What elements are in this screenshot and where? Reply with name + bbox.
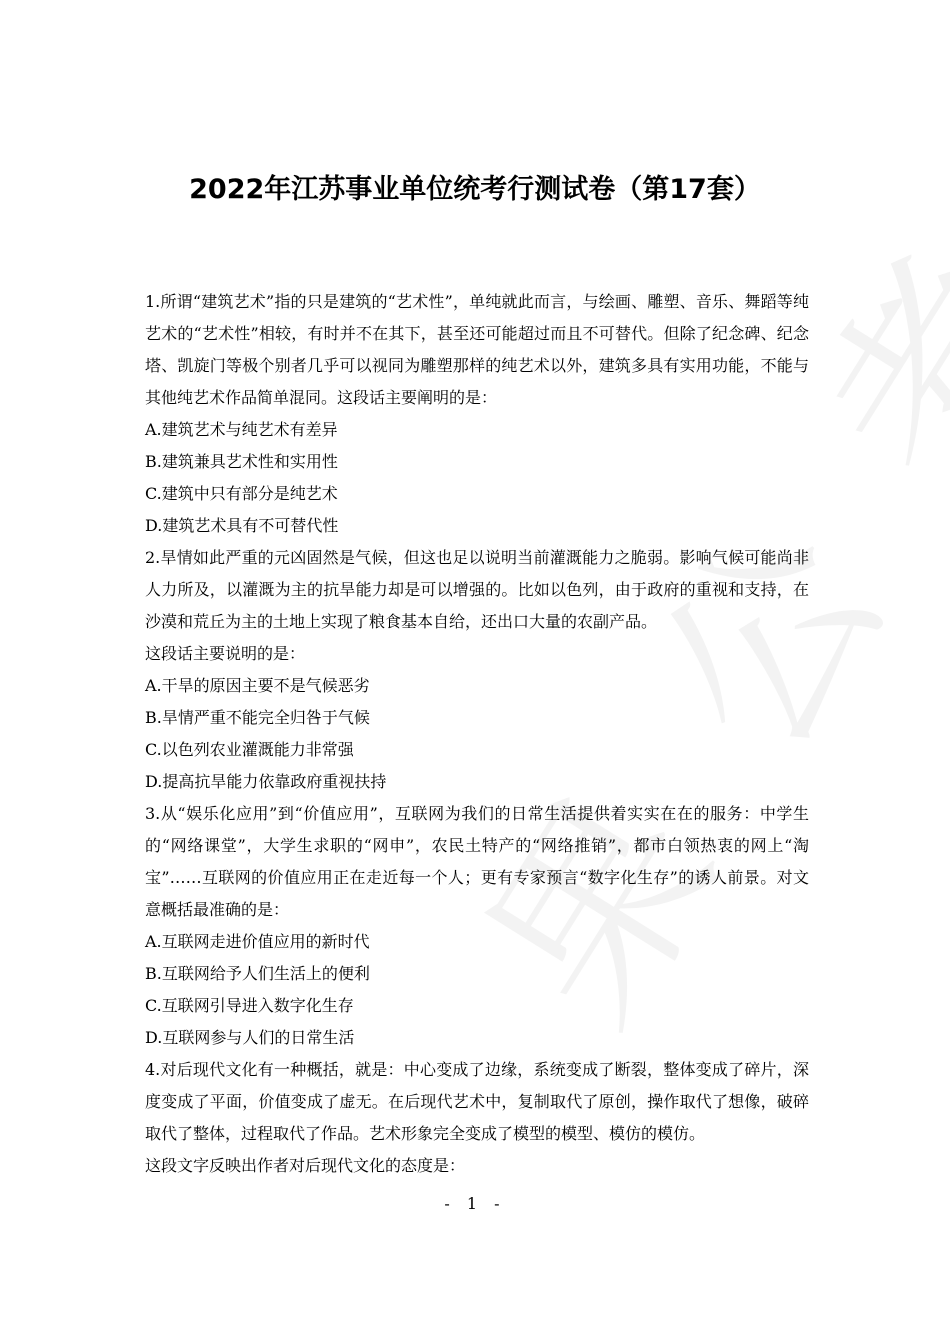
option-c: C.互联网引导进入数字化生存 <box>145 996 354 1015</box>
question-4 <box>145 1054 809 1182</box>
option-b: B.建筑兼具艺术性和实用性 <box>145 452 338 471</box>
question-2 <box>145 542 809 798</box>
option-d: D.建筑艺术具有不可替代性 <box>145 516 339 535</box>
document-body <box>145 286 809 1182</box>
question-stem: 4.对后现代文化有一种概括，就是：中心变成了边缘，系统变成了断裂，整体变成了碎片，深度变成了平面，价值变成了虚无。在后现代艺术中，复制取代了原创，操作取代了想像，破碎取代了整体，过程取代了作品。艺术形象完全变成了模型的模型、模仿的模仿。 <box>145 1060 809 1143</box>
option-c: C.建筑中只有部分是纯艺术 <box>145 484 338 503</box>
option-d: D.互联网参与人们的日常生活 <box>145 1028 355 1047</box>
question-1 <box>145 286 809 542</box>
question-3 <box>145 798 809 1054</box>
question-prompt: 这段文字反映出作者对后现代文化的态度是： <box>145 1156 466 1175</box>
question-stem: 2.旱情如此严重的元凶固然是气候，但这也足以说明当前灌溉能力之脆弱。影响气候可能尚非人力所及，以灌溉为主的抗旱能力却是可以增强的。比如以色列，由于政府的重视和支持，在沙漠和荒丘为主的土地上实现了粮食基本自给，还出口大量的农副产品。 <box>145 548 809 631</box>
question-stem: 1.所谓“建筑艺术”指的只是建筑的“艺术性”，单纯就此而言，与绘画、雕塑、音乐、舞蹈等纯艺术的“艺术性”相较，有时并不在其下，甚至还可能超过而且不可替代。但除了纪念碑、纪念塔、凯旋门等极个别者几乎可以视同为雕塑那样的纯艺术以外，建筑多具有实用功能，不能与其他纯艺术作品简单混同。这段话主要阐明的是： <box>145 292 809 407</box>
option-a: A.建筑艺术与纯艺术有差异 <box>145 420 338 439</box>
question-prompt: 这段话主要说明的是： <box>145 644 306 663</box>
option-a: A.互联网走进价值应用的新时代 <box>145 932 370 951</box>
option-d: D.提高抗旱能力依靠政府重视扶持 <box>145 772 387 791</box>
option-b: B.旱情严重不能完全归咎于气候 <box>145 708 370 727</box>
page-number: - 1 - <box>444 1194 506 1213</box>
question-stem: 3.从“娱乐化应用”到“价值应用”，互联网为我们的日常生活提供着实实在在的服务：中学生的“网络课堂”，大学生求职的“网申”，农民土特产的“网络推销”，都市白领热衷的网上“淘宝”……互联网的价值应用正在走近每一个人；更有专家预言“数字化生存”的诱人前景。对文意概括最准确的是： <box>145 804 809 919</box>
option-b: B.互联网给予人们生活上的便利 <box>145 964 370 983</box>
option-a: A.干旱的原因主要不是气候恶劣 <box>145 676 370 695</box>
option-c: C.以色列农业灌溉能力非常强 <box>145 740 354 759</box>
page-title: 2022年江苏事业单位统考行测试卷（第17套） <box>189 174 761 205</box>
